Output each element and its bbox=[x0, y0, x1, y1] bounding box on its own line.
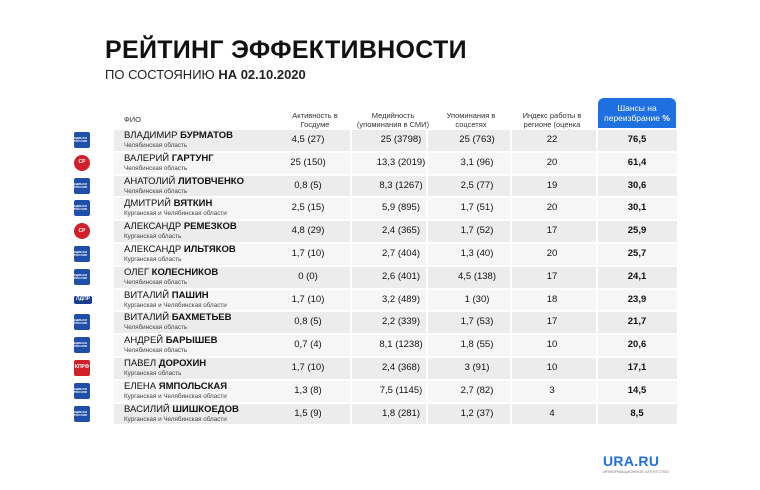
deputy-name bbox=[124, 313, 231, 323]
cell-index: 18 bbox=[546, 293, 558, 305]
party-logo-icon: ЕДИНАЯ РОССИЯ bbox=[74, 337, 90, 353]
cell-index: 17 bbox=[546, 225, 558, 237]
cell-index: 17 bbox=[546, 270, 558, 282]
first-name: ВИТАЛИЙ bbox=[124, 289, 170, 301]
column-separator bbox=[350, 404, 352, 425]
deputy-region: Челябинская область bbox=[124, 278, 188, 286]
cell-activity: 1,3 (8) bbox=[294, 384, 322, 396]
cell-social: 1,7 (53) bbox=[460, 316, 494, 328]
cell-media: 2,2 (339) bbox=[381, 316, 421, 328]
header-activity: Активность в Госдуме bbox=[292, 111, 338, 129]
header-chances-unit: % bbox=[662, 113, 670, 123]
header-index: Индекс работы в регионе (оценка bbox=[522, 111, 582, 129]
first-name: ВЛАДИМИР bbox=[124, 130, 178, 141]
cell-social: 1,7 (52) bbox=[460, 225, 494, 237]
cell-media: 7,5 (1145) bbox=[379, 384, 423, 396]
cell-chances: 8,5 bbox=[630, 407, 644, 419]
table-row bbox=[72, 380, 677, 403]
rating-table bbox=[72, 129, 677, 425]
deputy-name bbox=[124, 359, 206, 369]
deputy-region: Челябинская область bbox=[124, 347, 188, 355]
table-row bbox=[72, 289, 677, 312]
deputy-region: Челябинская область bbox=[124, 187, 188, 195]
column-separator bbox=[350, 198, 352, 219]
last-name: ДОРОХИН bbox=[158, 357, 207, 369]
column-separator bbox=[350, 221, 352, 242]
cell-social: 1,7 (51) bbox=[460, 202, 494, 214]
first-name: АНАТОЛИЙ bbox=[124, 175, 176, 187]
first-name: АНДРЕЙ bbox=[124, 335, 164, 347]
cell-social: 25 (763) bbox=[459, 134, 495, 145]
cell-media: 3,2 (489) bbox=[381, 293, 421, 305]
cell-activity: 1,7 (10) bbox=[291, 293, 325, 305]
cell-index: 4 bbox=[549, 407, 555, 419]
cell-social: 1,2 (37) bbox=[460, 407, 494, 419]
cell-chances: 25,7 bbox=[627, 247, 647, 259]
cell-chances: 24,1 bbox=[627, 270, 647, 282]
cell-chances: 30,1 bbox=[627, 202, 647, 214]
party-logo-icon: ЕДИНАЯ РОССИЯ bbox=[74, 406, 90, 422]
cell-chances: 17,1 bbox=[627, 361, 647, 373]
column-separator bbox=[350, 381, 352, 402]
deputy-region: Курганская область bbox=[124, 255, 182, 263]
table-row bbox=[72, 266, 677, 289]
header-chances bbox=[598, 98, 676, 128]
cell-media: 2,7 (404) bbox=[381, 247, 421, 259]
deputy-name bbox=[124, 268, 218, 278]
column-separator bbox=[350, 244, 352, 265]
cell-social: 3,1 (96) bbox=[460, 156, 494, 168]
deputy-name bbox=[124, 131, 233, 141]
cell-chances: 20,6 bbox=[627, 339, 647, 351]
party-logo-icon: ЕДИНАЯ РОССИЯ bbox=[74, 269, 90, 285]
cell-activity: 2,5 (15) bbox=[291, 202, 325, 214]
last-name: ЛИТОВЧЕНКО bbox=[177, 175, 244, 187]
cell-social: 1 (30) bbox=[464, 293, 490, 305]
cell-index: 22 bbox=[546, 134, 558, 145]
page-subtitle bbox=[105, 68, 306, 81]
header-social: Упоминания в соцсетях bbox=[446, 111, 496, 129]
deputy-name bbox=[124, 336, 218, 346]
table-row bbox=[72, 357, 677, 380]
deputy-name bbox=[124, 177, 244, 187]
cell-activity: 0 (0) bbox=[298, 270, 318, 282]
deputy-name bbox=[124, 199, 212, 209]
cell-index: 19 bbox=[546, 179, 558, 191]
table-row bbox=[72, 403, 677, 426]
column-separator bbox=[350, 153, 352, 174]
cell-index: 20 bbox=[546, 247, 558, 259]
table-row bbox=[72, 197, 677, 220]
first-name: ВАЛЕРИЙ bbox=[124, 152, 170, 164]
last-name: КОЛЕСНИКОВ bbox=[151, 266, 219, 278]
deputy-region: Челябинская область bbox=[124, 142, 188, 149]
table-row bbox=[72, 334, 677, 357]
table-row bbox=[72, 220, 677, 243]
cell-index: 10 bbox=[546, 339, 558, 351]
cell-activity: 25 (150) bbox=[290, 156, 326, 168]
subtitle-prefix: ПО СОСТОЯНИЮ bbox=[105, 67, 215, 82]
deputy-region: Курганская и Челябинская области bbox=[124, 301, 227, 309]
cell-activity: 1,5 (9) bbox=[294, 407, 322, 419]
last-name: ВЯТКИН bbox=[173, 198, 213, 210]
cell-social: 2,7 (82) bbox=[460, 384, 494, 396]
column-separator bbox=[350, 176, 352, 197]
deputy-name bbox=[124, 291, 209, 301]
cell-index: 20 bbox=[546, 156, 558, 168]
cell-social: 1,3 (40) bbox=[460, 247, 494, 259]
cell-index: 20 bbox=[546, 202, 558, 214]
cell-index: 3 bbox=[549, 384, 555, 396]
cell-activity: 0,7 (4) bbox=[294, 339, 322, 351]
cell-chances: 25,9 bbox=[627, 225, 647, 237]
header-media: Медийность (упоминания в СМИ) bbox=[356, 111, 430, 129]
cell-chances: 21,7 bbox=[627, 316, 647, 328]
party-logo-icon: ЕДИНАЯ РОССИЯ bbox=[74, 383, 90, 399]
brand-subtitle: ИНФОРМАЦИОННОЕ АГЕНТСТВО bbox=[603, 469, 669, 474]
party-logo-icon: КПРФ bbox=[74, 360, 90, 376]
deputy-name bbox=[124, 154, 214, 164]
party-logo-icon: ЕДИНАЯ РОССИЯ bbox=[74, 132, 90, 148]
party-logo-icon: ЕДИНАЯ РОССИЯ bbox=[74, 246, 90, 262]
deputy-region: Курганская область bbox=[124, 369, 182, 377]
cell-media: 8,3 (1267) bbox=[379, 179, 423, 191]
first-name: ПАВЕЛ bbox=[124, 357, 157, 369]
cell-media: 1,8 (281) bbox=[381, 407, 421, 419]
cell-activity: 1,7 (10) bbox=[291, 361, 325, 373]
last-name: БАХМЕТЬЕВ bbox=[171, 312, 232, 324]
table-row bbox=[72, 129, 677, 152]
deputy-region: Курганская и Челябинская области bbox=[124, 210, 227, 218]
party-logo-icon: ЛДПР bbox=[76, 296, 90, 303]
cell-social: 1,8 (55) bbox=[460, 339, 494, 351]
party-logo-icon: СР bbox=[74, 223, 90, 239]
cell-index: 17 bbox=[546, 316, 558, 328]
last-name: ИЛЬТЯКОВ bbox=[183, 243, 236, 255]
table-row bbox=[72, 152, 677, 175]
header-chances-label: Шансы на переизбрание bbox=[604, 102, 660, 123]
cell-media: 5,9 (895) bbox=[381, 202, 421, 214]
deputy-name bbox=[124, 222, 237, 232]
party-logo-icon: ЕДИНАЯ РОССИЯ bbox=[74, 314, 90, 330]
cell-media: 25 (3798) bbox=[380, 134, 422, 145]
first-name: АЛЕКСАНДР bbox=[124, 221, 182, 233]
cell-media: 13,3 (2019) bbox=[376, 156, 426, 168]
cell-chances: 61,4 bbox=[627, 156, 647, 168]
cell-activity: 4,8 (29) bbox=[291, 225, 325, 237]
cell-media: 2,4 (368) bbox=[381, 361, 421, 373]
deputy-region: Курганская и Челябинская области bbox=[124, 392, 227, 400]
table-row bbox=[72, 175, 677, 198]
last-name: БАРЫШЕВ bbox=[165, 335, 218, 347]
deputy-name bbox=[124, 405, 239, 415]
cell-activity: 0,8 (5) bbox=[294, 179, 322, 191]
column-separator bbox=[350, 312, 352, 333]
cell-index: 10 bbox=[546, 361, 558, 373]
first-name: ЕЛЕНА bbox=[124, 380, 157, 392]
table-row bbox=[72, 243, 677, 266]
cell-media: 2,4 (365) bbox=[381, 225, 421, 237]
cell-media: 8,1 (1238) bbox=[379, 339, 423, 351]
header-fio: ФИО bbox=[124, 115, 141, 124]
first-name: ВИТАЛИЙ bbox=[124, 312, 170, 324]
deputy-region: Челябинская область bbox=[124, 324, 188, 332]
cell-activity: 1,7 (10) bbox=[291, 247, 325, 259]
column-separator bbox=[350, 335, 352, 356]
cell-chances: 23,9 bbox=[627, 293, 647, 305]
party-logo-icon: СР bbox=[74, 155, 90, 171]
cell-activity: 0,8 (5) bbox=[294, 316, 322, 328]
first-name: ДМИТРИЙ bbox=[124, 198, 171, 210]
column-separator bbox=[350, 290, 352, 311]
deputy-name bbox=[124, 245, 236, 255]
deputy-region: Курганская область bbox=[124, 233, 182, 241]
party-logo-icon: ЕДИНАЯ РОССИЯ bbox=[74, 178, 90, 194]
first-name: ОЛЕГ bbox=[124, 266, 149, 278]
party-logo-icon: ЕДИНАЯ РОССИЯ bbox=[74, 200, 90, 216]
last-name: ПАШИН bbox=[171, 289, 209, 301]
cell-chances: 76,5 bbox=[627, 134, 647, 145]
page-title: РЕЙТИНГ ЭФФЕКТИВНОСТИ bbox=[105, 36, 467, 64]
cell-chances: 30,6 bbox=[627, 179, 647, 191]
deputy-region: Челябинская область bbox=[124, 164, 188, 172]
cell-social: 2,5 (77) bbox=[460, 179, 494, 191]
column-separator bbox=[350, 358, 352, 379]
deputy-region: Курганская и Челябинская области bbox=[124, 415, 227, 423]
column-separator bbox=[350, 130, 352, 151]
last-name: ЯМПОЛЬСКАЯ bbox=[158, 380, 228, 392]
first-name: АЛЕКСАНДР bbox=[124, 243, 182, 255]
deputy-name bbox=[124, 382, 227, 392]
cell-social: 3 (91) bbox=[464, 361, 490, 373]
cell-activity: 4,5 (27) bbox=[291, 134, 325, 145]
last-name: ШИШКОЕДОВ bbox=[172, 403, 239, 415]
column-separator bbox=[350, 267, 352, 288]
last-name: ГАРТУНГ bbox=[171, 152, 214, 164]
subtitle-date: НА 02.10.2020 bbox=[218, 67, 306, 82]
cell-chances: 14,5 bbox=[627, 384, 647, 396]
cell-social: 4,5 (138) bbox=[457, 270, 497, 282]
first-name: ВАСИЛИЙ bbox=[124, 403, 170, 415]
brand-logo: URA.RU bbox=[603, 453, 660, 469]
last-name: РЕМЕЗКОВ bbox=[183, 221, 237, 233]
cell-media: 2,6 (401) bbox=[381, 270, 421, 282]
table-row bbox=[72, 311, 677, 334]
last-name: БУРМАТОВ bbox=[180, 130, 233, 141]
